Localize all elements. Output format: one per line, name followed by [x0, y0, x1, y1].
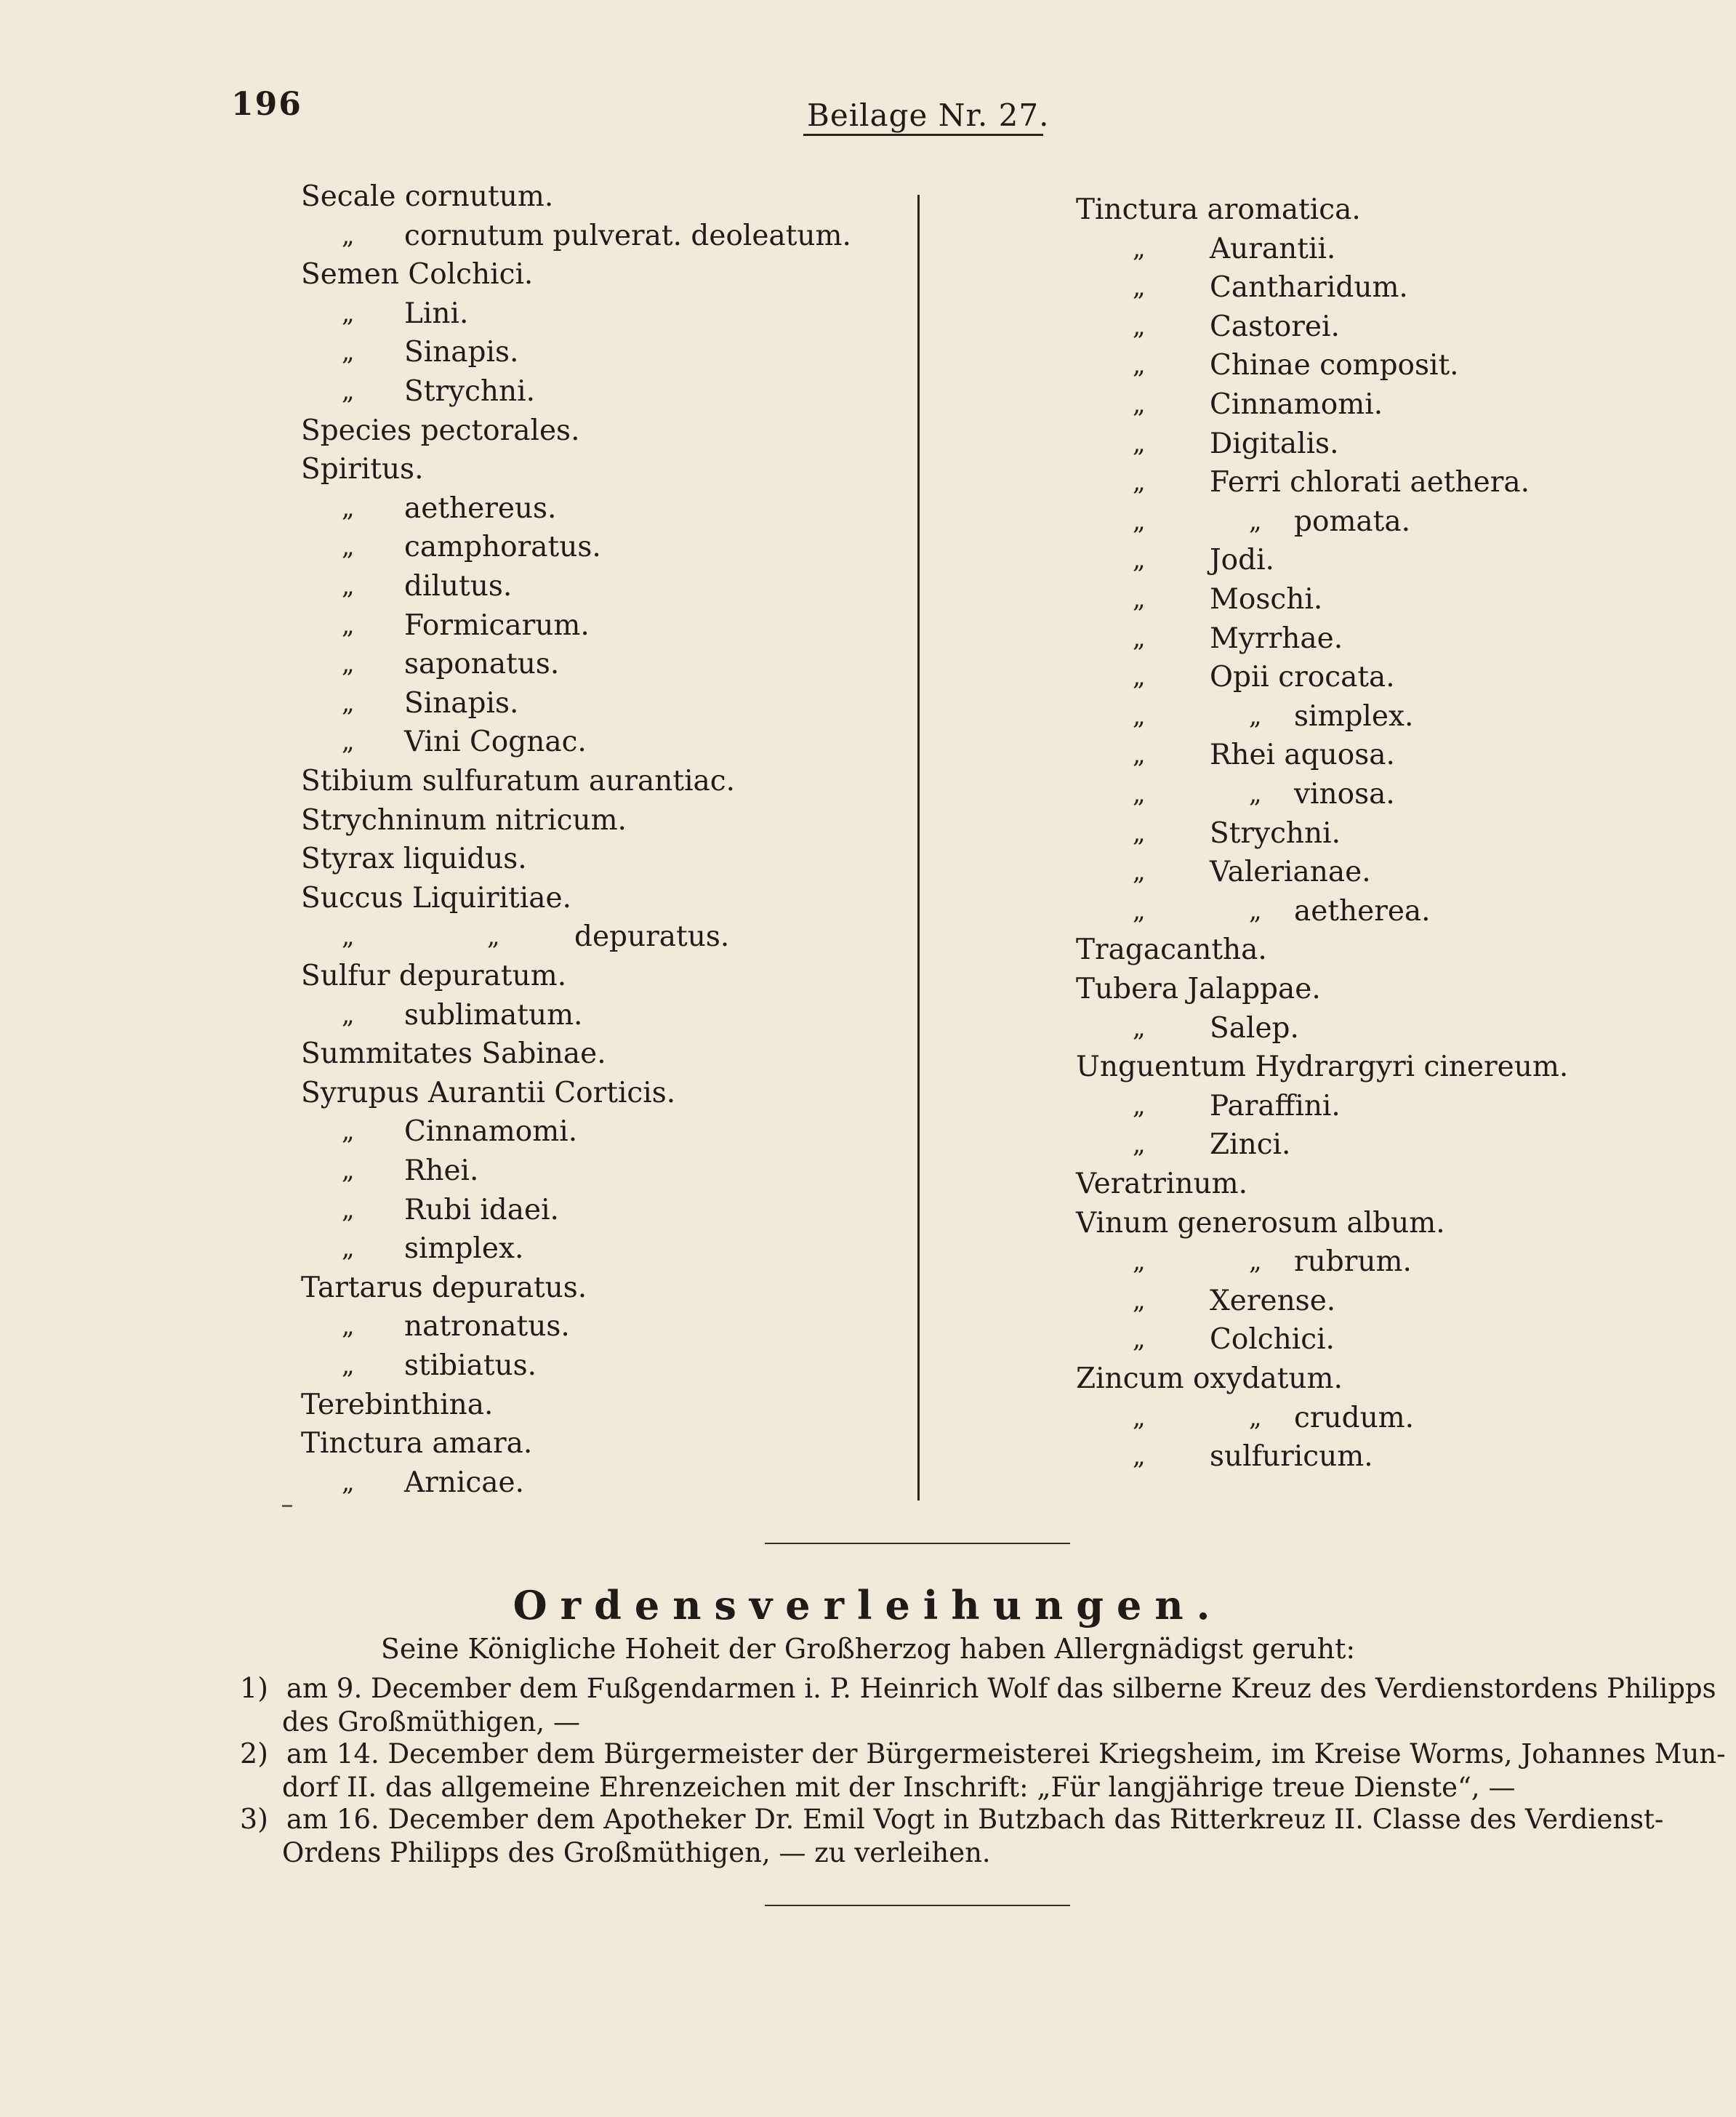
drug-name: Salep.	[1210, 1011, 1299, 1045]
ditto-mark: „	[342, 1000, 355, 1029]
ditto-mark: „	[1249, 506, 1262, 536]
award-text-line: am 16. December dem Apotheker Dr. Emil Vogt in Butzbach das Ritterkreuz II. Classe des Verdienst-	[286, 1804, 1664, 1835]
drug-name: Tartarus depuratus.	[301, 1271, 587, 1304]
award-text-line: Ordens Philipps des Großmüthigen, — zu verleihen.	[282, 1837, 991, 1868]
ditto-mark: „	[1133, 740, 1146, 770]
ditto-mark: „	[1133, 1442, 1146, 1471]
ditto-mark: „	[1133, 818, 1146, 848]
section-separator-top	[765, 1543, 1070, 1544]
drug-name: Cinnamomi.	[404, 1115, 578, 1149]
drug-name: Strychni.	[404, 375, 536, 408]
ditto-mark: „	[1133, 1090, 1146, 1120]
drug-name: Vini Cognac.	[404, 726, 587, 759]
drug-name: aethereus.	[404, 491, 557, 525]
ditto-mark: „	[1133, 506, 1146, 536]
column-divider	[917, 195, 920, 1501]
drug-name: camphoratus.	[404, 531, 601, 564]
ditto-mark: „	[1133, 701, 1146, 731]
drug-name: depuratus.	[574, 920, 730, 954]
drug-name: Succus Liquiritiae.	[301, 881, 571, 915]
drug-name: Opii crocata.	[1210, 661, 1395, 694]
drug-name: Syrupus Aurantii Corticis.	[301, 1076, 676, 1109]
award-text-line: dorf II. das allgemeine Ehrenzeichen mit der Inschrift: „Für langjährige treue Dienste“, —	[282, 1772, 1516, 1803]
drug-name: pomata.	[1294, 505, 1410, 538]
drug-name: Cantharidum.	[1210, 271, 1408, 305]
drug-name: simplex.	[1294, 699, 1414, 733]
drug-name: Vinum generosum album.	[1076, 1206, 1445, 1240]
drug-name: Styrax liquidus.	[301, 843, 527, 876]
award-number: 1)	[240, 1672, 269, 1704]
ditto-mark: „	[342, 1311, 355, 1341]
ditto-mark: „	[342, 571, 355, 600]
ditto-mark: „	[342, 1194, 355, 1224]
drug-name: Rhei aquosa.	[1210, 739, 1395, 772]
section-title: Ordensverleihungen.	[513, 1582, 1223, 1628]
drug-name: stibiatus.	[404, 1349, 537, 1382]
drug-name: Myrrhae.	[1210, 622, 1343, 655]
drug-name: Cinnamomi.	[1210, 388, 1383, 421]
drug-name: Strychninum nitricum.	[301, 803, 627, 837]
drug-name: Xerense.	[1210, 1284, 1336, 1317]
ditto-mark: „	[487, 922, 500, 952]
ditto-mark: „	[342, 1156, 355, 1185]
ditto-mark: „	[342, 688, 355, 718]
ditto-mark: „	[342, 377, 355, 406]
drug-name: Zinci.	[1210, 1128, 1291, 1162]
drug-name: Unguentum Hydrargyri cinereum.	[1076, 1051, 1569, 1084]
page-number: 196	[231, 86, 302, 123]
award-text-line: am 14. December dem Bürgermeister der Bürgermeisterei Kriegsheim, im Kreise Worms, Johannes Mun-	[286, 1738, 1726, 1769]
ditto-mark: „	[1133, 662, 1146, 692]
page-header-title: Beilage Nr. 27.	[807, 97, 1050, 133]
ditto-mark: „	[1249, 1402, 1262, 1432]
ditto-mark: „	[1133, 1130, 1146, 1160]
ditto-mark: „	[1133, 467, 1146, 497]
ditto-mark: „	[342, 298, 355, 328]
drug-name: Summitates Sabinae.	[301, 1037, 606, 1071]
award-text-line: des Großmüthigen, —	[282, 1706, 580, 1738]
drug-name: Zincum oxydatum.	[1076, 1362, 1343, 1395]
ditto-mark: „	[342, 337, 355, 367]
drug-name: Stibium sulfuratum aurantiac.	[301, 765, 736, 798]
ditto-mark: „	[342, 493, 355, 523]
award-number: 3)	[240, 1803, 269, 1835]
ditto-mark: „	[1133, 779, 1146, 808]
drug-name: Ferri chlorati aethera.	[1210, 466, 1530, 499]
ditto-mark: „	[1133, 623, 1146, 653]
ditto-mark: „	[1249, 896, 1262, 925]
award-number: 2)	[240, 1738, 269, 1769]
ditto-mark: „	[1133, 350, 1146, 380]
drug-name: Tinctura aromatica.	[1076, 193, 1361, 226]
drug-name: simplex.	[404, 1232, 524, 1266]
drug-name: dilutus.	[404, 570, 513, 603]
ditto-mark: „	[342, 922, 355, 952]
drug-name: Tubera Jalappae.	[1076, 973, 1321, 1005]
ditto-mark: „	[1133, 390, 1146, 419]
ditto-mark: „	[1249, 701, 1262, 731]
drug-name: Arnicae.	[404, 1466, 524, 1499]
drug-name: Tragacantha.	[1076, 933, 1267, 967]
ditto-mark: „	[1133, 585, 1146, 614]
ditto-mark: „	[342, 1117, 355, 1146]
ditto-mark: „	[1133, 545, 1146, 575]
ditto-mark: „	[342, 727, 355, 757]
drug-name: saponatus.	[404, 648, 560, 681]
ditto-mark: „	[342, 649, 355, 679]
ditto-mark: „	[1249, 779, 1262, 808]
drug-name: Rhei.	[404, 1154, 479, 1187]
drug-name: rubrum.	[1294, 1245, 1412, 1279]
ditto-mark: „	[342, 220, 355, 250]
ditto-mark: „	[1133, 1013, 1146, 1043]
drug-name: Sinapis.	[404, 686, 519, 720]
ditto-mark: „	[342, 532, 355, 562]
drug-name: aetherea.	[1294, 894, 1431, 928]
drug-name: Digitalis.	[1210, 427, 1339, 460]
drug-name: Semen Colchici.	[301, 258, 534, 292]
drug-name: Chinae composit.	[1210, 349, 1459, 382]
section-intro: Seine Königliche Hoheit der Großherzog haben Allergnädigst geruht:	[380, 1633, 1356, 1665]
ditto-mark: „	[342, 610, 355, 640]
drug-name: Strychni.	[1210, 816, 1341, 850]
drug-name: Moschi.	[1210, 583, 1323, 616]
ditto-mark: „	[342, 1351, 355, 1380]
ditto-mark: „	[1133, 1402, 1146, 1432]
ditto-mark: „	[1133, 1285, 1146, 1315]
ditto-mark: „	[1133, 273, 1146, 302]
drug-name: Sinapis.	[404, 336, 519, 369]
ditto-mark: „	[1133, 428, 1146, 458]
drug-name: crudum.	[1294, 1401, 1415, 1434]
margin-mark	[282, 1505, 292, 1507]
drug-name: Castorei.	[1210, 310, 1340, 343]
drug-name: Colchici.	[1210, 1323, 1335, 1357]
drug-name: Veratrinum.	[1076, 1168, 1247, 1200]
drug-name: Tinctura amara.	[301, 1427, 533, 1461]
ditto-mark: „	[1133, 1247, 1146, 1277]
header-underline	[803, 134, 1043, 136]
ditto-mark: „	[1133, 896, 1146, 925]
section-separator-bottom	[765, 1905, 1070, 1906]
drug-name: sulfuricum.	[1210, 1440, 1373, 1474]
drug-name: Rubi idaei.	[404, 1193, 559, 1226]
ditto-mark: „	[1133, 1325, 1146, 1354]
drug-name: cornutum pulverat. deoleatum.	[404, 219, 851, 252]
drug-name: Jodi.	[1210, 544, 1274, 577]
ditto-mark: „	[342, 1467, 355, 1497]
drug-name: Species pectorales.	[301, 414, 580, 447]
drug-name: Sulfur depuratum.	[301, 960, 567, 992]
ditto-mark: „	[1133, 857, 1146, 887]
drug-name: Valerianae.	[1210, 856, 1371, 889]
drug-name: Terebinthina.	[301, 1388, 494, 1421]
drug-name: vinosa.	[1294, 778, 1395, 811]
drug-name: natronatus.	[404, 1310, 570, 1343]
drug-name: Formicarum.	[404, 608, 590, 642]
drug-name: Secale cornutum.	[301, 180, 554, 213]
award-text-line: am 9. December dem Fußgendarmen i. P. Heinrich Wolf das silberne Kreuz des Verdienstordens Philipps	[286, 1673, 1716, 1704]
drug-name: Aurantii.	[1210, 232, 1336, 265]
ditto-mark: „	[1133, 311, 1146, 341]
drug-name: sublimatum.	[404, 998, 583, 1032]
drug-name: Lini.	[404, 297, 469, 330]
ditto-mark: „	[342, 1234, 355, 1264]
ditto-mark: „	[1133, 233, 1146, 263]
ditto-mark: „	[1249, 1247, 1262, 1277]
drug-name: Paraffini.	[1210, 1089, 1341, 1122]
drug-name: Spiritus.	[301, 453, 424, 486]
